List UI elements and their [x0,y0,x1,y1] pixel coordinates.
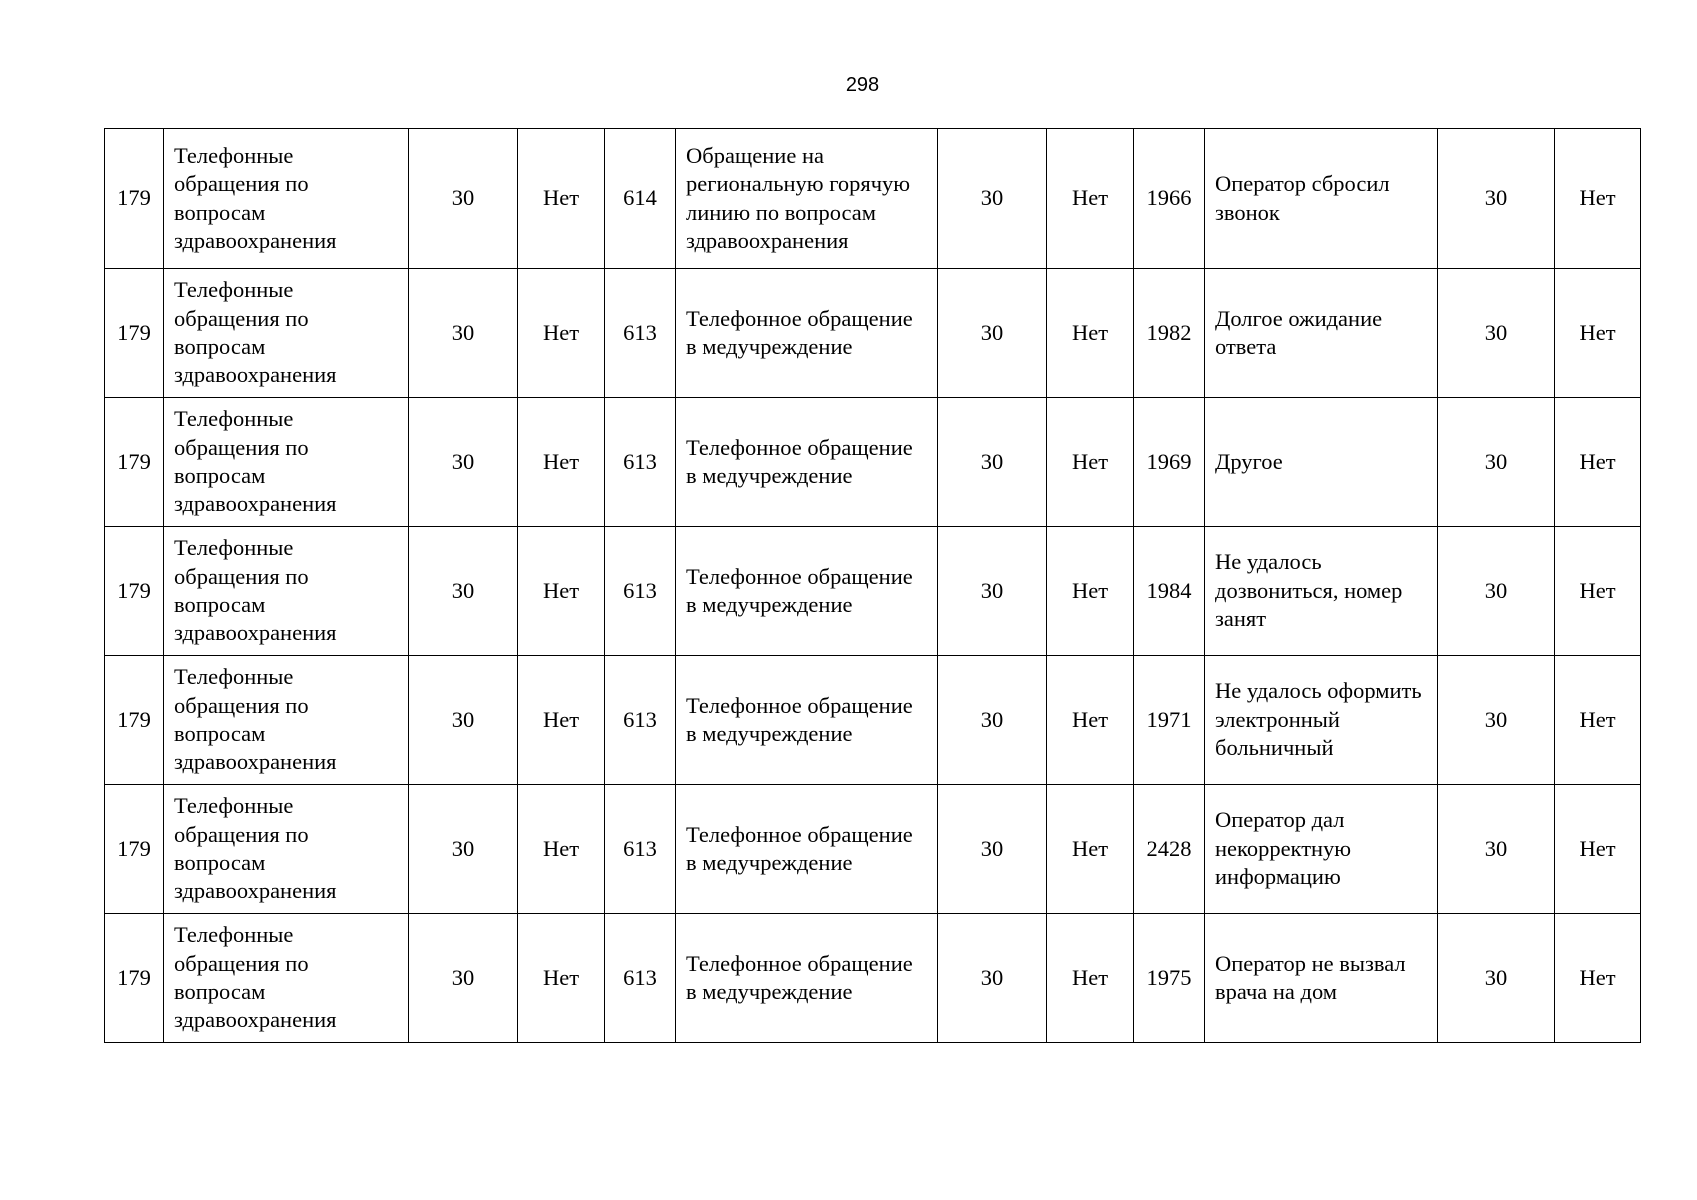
reason-flag-cell: Нет [1555,785,1641,914]
reason-name-cell: Не удалось дозвониться, номер занят [1205,527,1438,656]
subcategory-name-cell: Телефонное обращение в медучреждение [676,785,938,914]
reason-id-cell: 1984 [1134,527,1205,656]
subcategory-flag-cell: Нет [1047,129,1134,269]
category-flag-cell: Нет [518,129,605,269]
category-days-cell: 30 [409,398,518,527]
table-row [105,656,1641,785]
category-flag-cell: Нет [518,914,605,1043]
reason-flag-cell: Нет [1555,914,1641,1043]
subcategory-days-cell: 30 [938,656,1047,785]
subcategory-days-cell: 30 [938,914,1047,1043]
subcategory-name-cell: Телефонное обращение в медучреждение [676,914,938,1043]
reason-id-cell: 1969 [1134,398,1205,527]
subcategory-name-cell: Обращение на региональную горячую линию по вопросам здравоохранения [676,129,938,269]
category-id-cell: 179 [105,656,164,785]
category-days-cell: 30 [409,269,518,398]
category-days-cell: 30 [409,527,518,656]
subcategory-days-cell: 30 [938,527,1047,656]
reason-flag-cell: Нет [1555,129,1641,269]
subcategory-days-cell: 30 [938,129,1047,269]
category-name-cell: Телефонные обращения по вопросам здравоохранения [164,785,409,914]
subcategory-name-cell: Телефонное обращение в медучреждение [676,269,938,398]
category-name-cell: Телефонные обращения по вопросам здравоохранения [164,914,409,1043]
reason-id-cell: 2428 [1134,785,1205,914]
table-body [105,129,1641,1043]
reason-name-cell: Оператор дал некорректную информацию [1205,785,1438,914]
category-name-cell: Телефонные обращения по вопросам здравоохранения [164,129,409,269]
category-id-cell: 179 [105,527,164,656]
reason-days-cell: 30 [1438,398,1555,527]
reason-days-cell: 30 [1438,269,1555,398]
reason-flag-cell: Нет [1555,656,1641,785]
classification-table [104,128,1641,1043]
subcategory-flag-cell: Нет [1047,785,1134,914]
subcategory-id-cell: 613 [605,656,676,785]
category-id-cell: 179 [105,914,164,1043]
subcategory-id-cell: 613 [605,269,676,398]
subcategory-flag-cell: Нет [1047,914,1134,1043]
reason-id-cell: 1971 [1134,656,1205,785]
reason-name-cell: Оператор не вызвал врача на дом [1205,914,1438,1043]
subcategory-id-cell: 614 [605,129,676,269]
subcategory-id-cell: 613 [605,785,676,914]
category-days-cell: 30 [409,914,518,1043]
subcategory-id-cell: 613 [605,914,676,1043]
category-id-cell: 179 [105,398,164,527]
reason-days-cell: 30 [1438,914,1555,1043]
category-days-cell: 30 [409,656,518,785]
page-number: 298 [845,74,880,96]
reason-name-cell: Не удалось оформить электронный больничный [1205,656,1438,785]
category-days-cell: 30 [409,785,518,914]
subcategory-name-cell: Телефонное обращение в медучреждение [676,527,938,656]
subcategory-name-cell: Телефонное обращение в медучреждение [676,398,938,527]
reason-flag-cell: Нет [1555,398,1641,527]
reason-flag-cell: Нет [1555,269,1641,398]
category-flag-cell: Нет [518,656,605,785]
subcategory-flag-cell: Нет [1047,269,1134,398]
reason-name-cell: Другое [1205,398,1438,527]
reason-days-cell: 30 [1438,656,1555,785]
reason-name-cell: Оператор сбросил звонок [1205,129,1438,269]
table-row [105,398,1641,527]
table-row [105,527,1641,656]
category-flag-cell: Нет [518,527,605,656]
reason-id-cell: 1975 [1134,914,1205,1043]
table-row [105,914,1641,1043]
table-row [105,269,1641,398]
category-id-cell: 179 [105,269,164,398]
subcategory-flag-cell: Нет [1047,656,1134,785]
table-row [105,129,1641,269]
subcategory-days-cell: 30 [938,785,1047,914]
subcategory-days-cell: 30 [938,269,1047,398]
reason-id-cell: 1966 [1134,129,1205,269]
category-name-cell: Телефонные обращения по вопросам здравоохранения [164,269,409,398]
reason-name-cell: Долгое ожидание ответа [1205,269,1438,398]
category-name-cell: Телефонные обращения по вопросам здравоохранения [164,527,409,656]
category-flag-cell: Нет [518,398,605,527]
subcategory-flag-cell: Нет [1047,527,1134,656]
subcategory-flag-cell: Нет [1047,398,1134,527]
subcategory-name-cell: Телефонное обращение в медучреждение [676,656,938,785]
table-row [105,785,1641,914]
subcategory-id-cell: 613 [605,527,676,656]
reason-days-cell: 30 [1438,129,1555,269]
category-flag-cell: Нет [518,785,605,914]
category-name-cell: Телефонные обращения по вопросам здравоохранения [164,656,409,785]
subcategory-days-cell: 30 [938,398,1047,527]
category-id-cell: 179 [105,129,164,269]
category-name-cell: Телефонные обращения по вопросам здравоохранения [164,398,409,527]
category-days-cell: 30 [409,129,518,269]
reason-days-cell: 30 [1438,785,1555,914]
reason-flag-cell: Нет [1555,527,1641,656]
category-id-cell: 179 [105,785,164,914]
subcategory-id-cell: 613 [605,398,676,527]
reason-days-cell: 30 [1438,527,1555,656]
reason-id-cell: 1982 [1134,269,1205,398]
category-flag-cell: Нет [518,269,605,398]
